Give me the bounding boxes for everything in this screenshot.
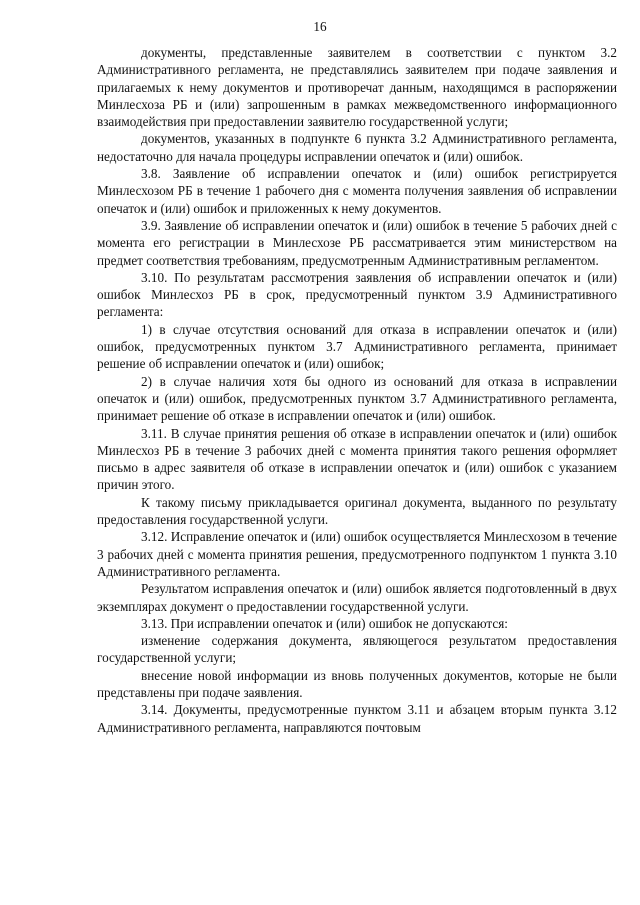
paragraph: 3.11. В случае принятия решения об отказе в исправлении опечаток и (или) ошибок Минлесхоз РБ в течение 3 рабочих дней с момента принятия такого решения оформляет письмо в адрес заявителя об отказе в исправлении опечаток и (или) ошибок с указанием причин этого. [97,425,617,493]
paragraph: документов, указанных в подпункте 6 пункта 3.2 Административного регламента, недостаточно для начала процедуры исправлении опечаток и (или) ошибок. [97,131,617,164]
paragraph: 3.13. При исправлении опечаток и (или) ошибок не допускаются: [141,615,508,631]
paragraph: 1) в случае отсутствия оснований для отказа в исправлении опечаток и (или) ошибок, предусмотренных пунктом 3.7 Административного регламента, принимает решение об исправлении опечаток и (или) ошибок; [97,321,617,372]
paragraph: 3.14. Документы, предусмотренные пунктом 3.11 и абзацем вторым пункта 3.12 Административного регламента, направляются почтовым [97,702,617,735]
paragraph: документы, представленные заявителем в соответствии с пунктом 3.2 Административного регламента, не представлялись заявителем при подаче заявления и прилагаемых к нему документов и противоречат данным, находящимся в распоряжении Минлесхоза РБ и (или) запрошенным в рамках межведомственного информационного взаимодействия при предоставлении заявителю государственной услуги; [97,45,617,130]
paragraph: 3.12. Исправление опечаток и (или) ошибок осуществляется Минлесхозом в течение 3 рабочих дней с момента принятия решения, предусмотренного подпунктом 1 пункта 3.10 Административного регламента. [97,529,617,579]
paragraph: К такому письму прикладывается оригинал документа, выданного по результату предоставления государственной услуги. [97,494,617,528]
paragraph: изменение содержания документа, являющегося результатом предоставления государственной услуги; [97,633,617,666]
paragraph: Результатом исправления опечаток и (или) ошибок является подготовленный в двух экземплярах документ о предоставлении государственной услуги. [97,581,617,614]
paragraph: 3.9. Заявление об исправлении опечаток и (или) ошибок в течение 5 рабочих дней с момента его регистрации в Минлесхозе РБ рассматривается этим министерством на предмет соответствия требованиям, предусмотренным Административным регламентом. [97,217,617,268]
document-body [97,44,617,736]
paragraph: внесение новой информации из вновь полученных документов, которые не были представлены при подаче заявления. [97,667,617,700]
paragraph: 2) в случае наличия хотя бы одного из оснований для отказа в исправлении опечаток и (или) ошибок, предусмотренных пунктом 3.7 Административного регламента, принимает решение об отказе в исправлении опечаток и (или) ошибок. [97,373,617,424]
page-number: 16 [313,19,327,34]
paragraph: 3.10. По результатам рассмотрения заявления об исправлении опечаток и (или) ошибок Минлесхоз РБ в срок, предусмотренный пунктом 3.9 Административного регламента: [97,269,617,320]
paragraph: 3.8. Заявление об исправлении опечаток и (или) ошибок регистрируется Минлесхозом РБ в течение 1 рабочего дня с момента получения заявления об исправлении опечаток и (или) ошибок и приложенных к нему документов. [97,166,617,216]
